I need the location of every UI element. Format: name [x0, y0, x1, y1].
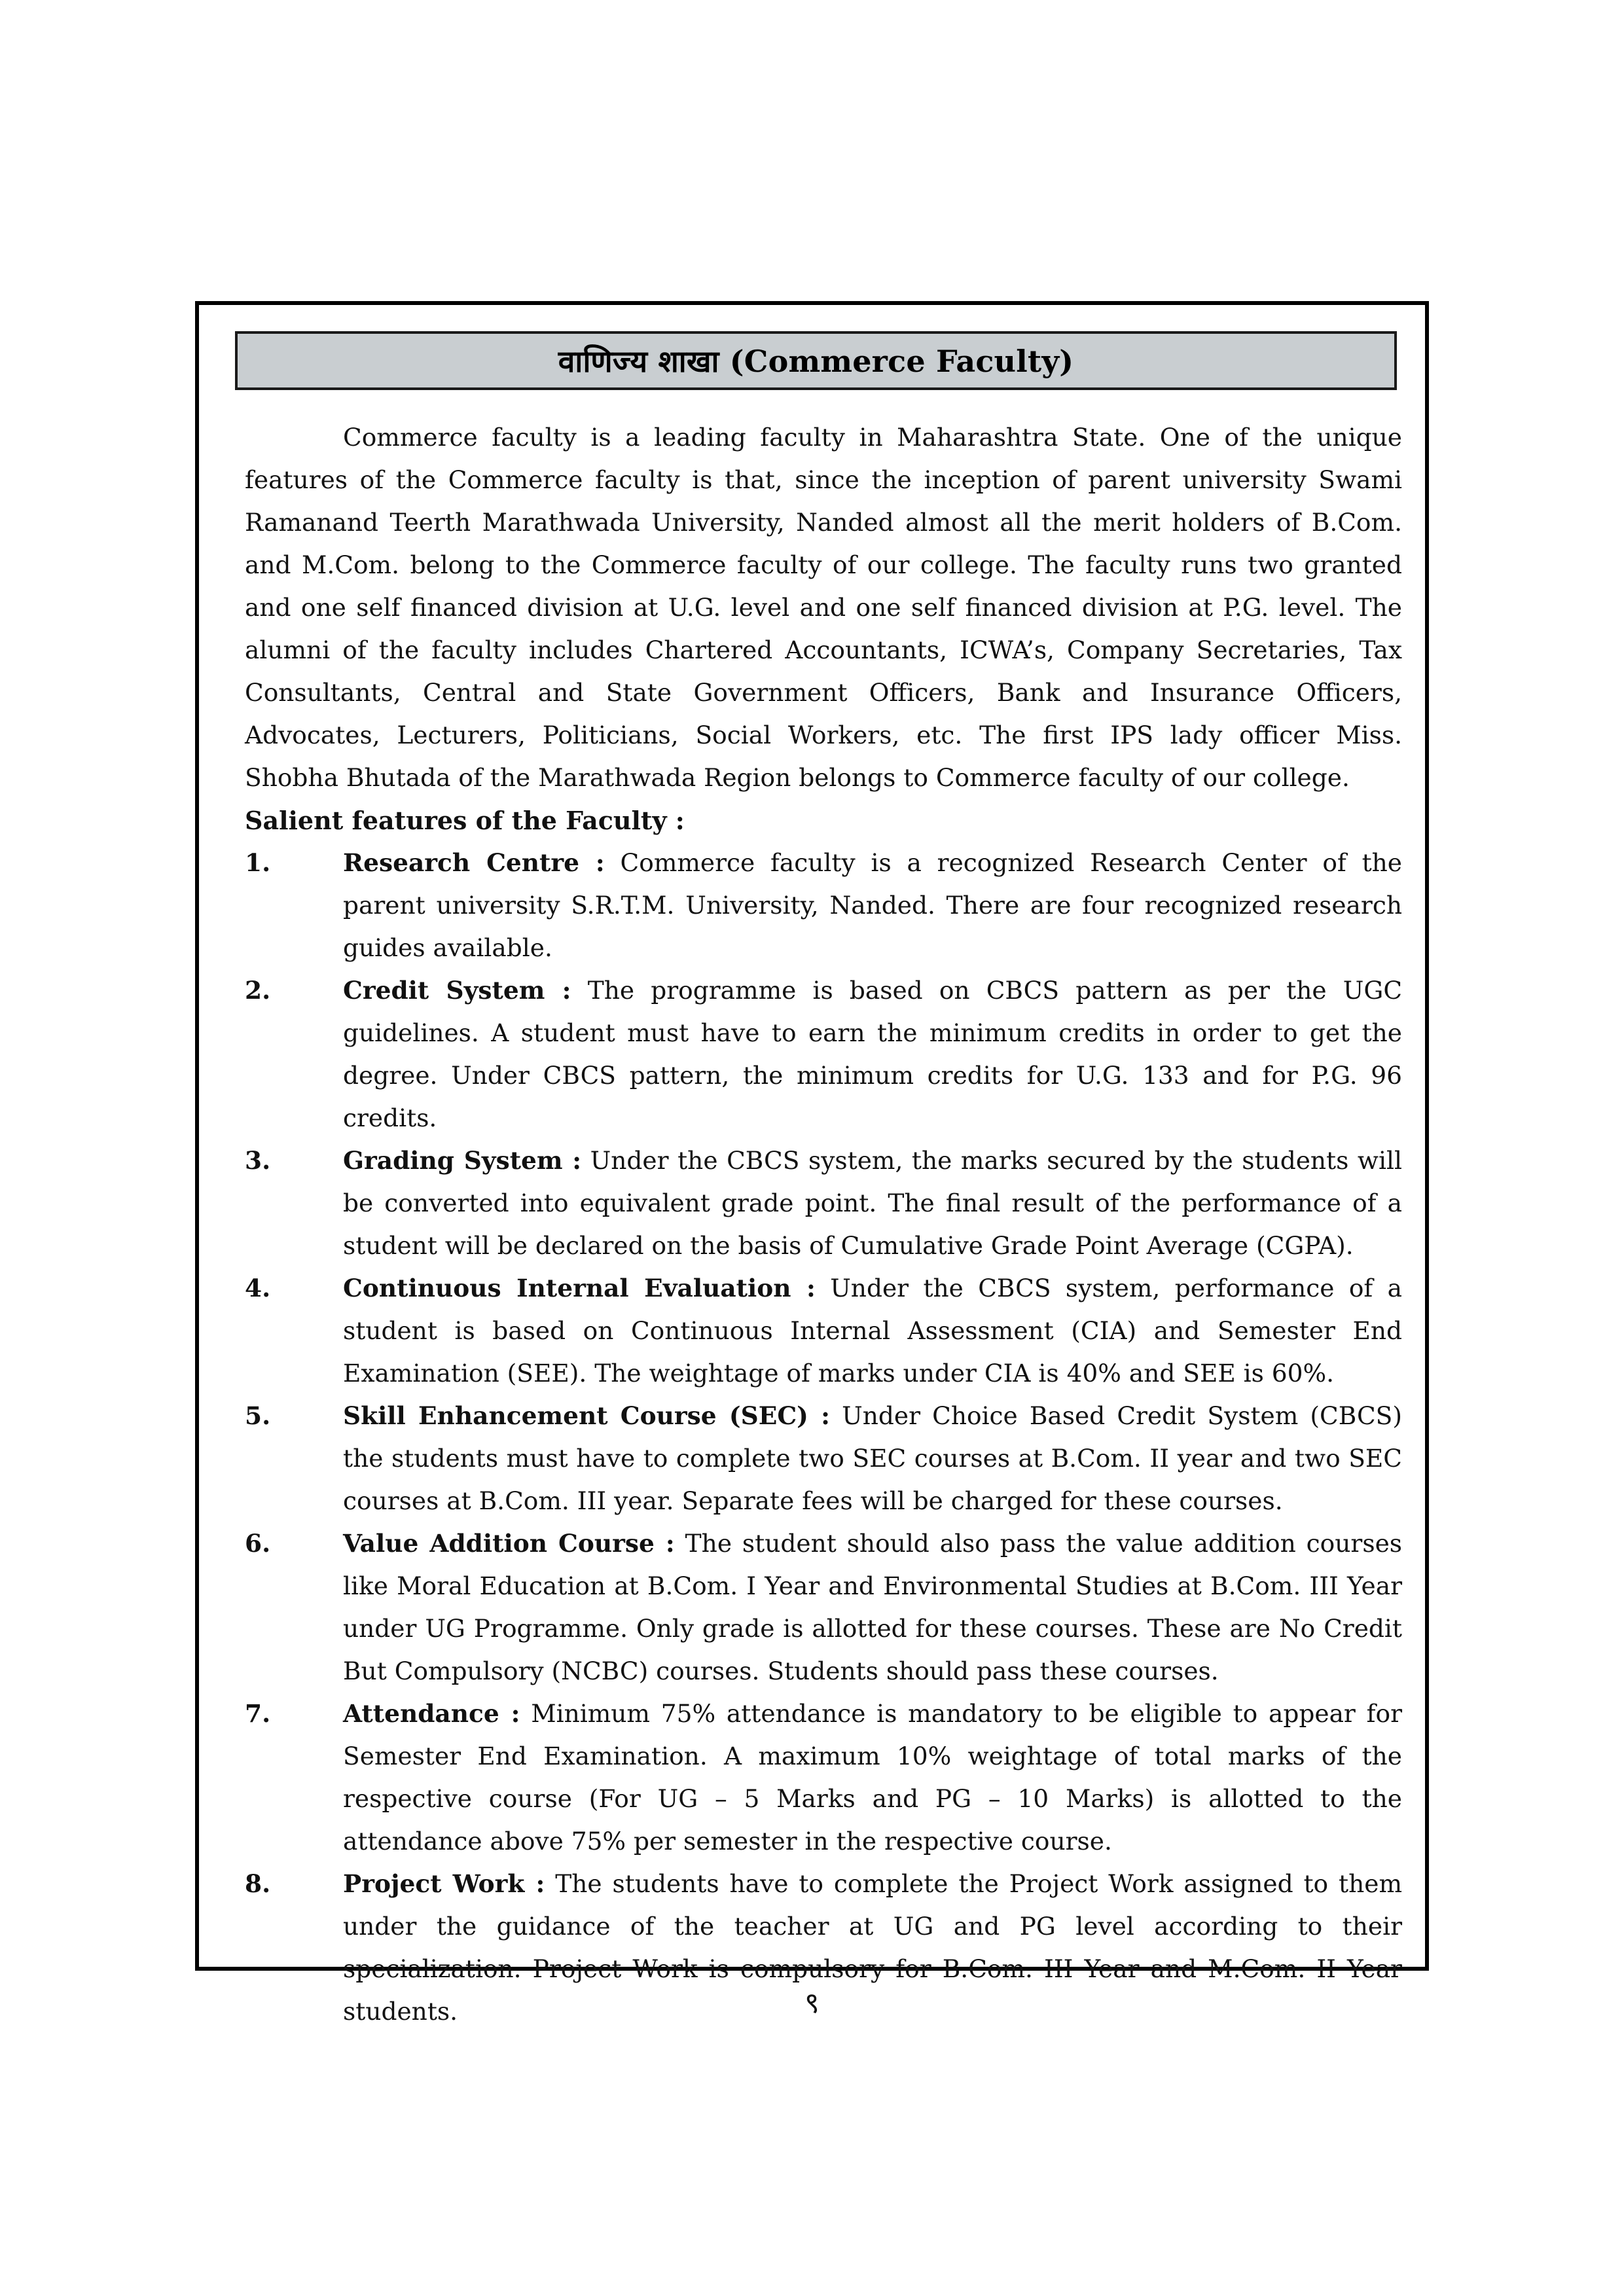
feature-body	[343, 1139, 1402, 1267]
feature-title: Research Centre :	[343, 848, 605, 877]
feature-number: 8.	[245, 1869, 271, 1898]
feature-body	[343, 1522, 1402, 1693]
feature-text: Commerce faculty is a recognized Research Center of the parent university S.R.T.M. University, Nanded. There are four recognized research guides available.	[343, 848, 1402, 962]
feature-item-attendance	[245, 1693, 1402, 1863]
feature-title: Attendance :	[343, 1699, 520, 1728]
page-title: वाणिज्य शाखा (Commerce Faculty)	[558, 344, 1074, 379]
feature-item-value-addition	[245, 1522, 1402, 1693]
salient-features-heading: Salient features of the Faculty :	[245, 806, 685, 835]
feature-title: Skill Enhancement Course (SEC) :	[343, 1401, 831, 1430]
intro-paragraph: Commerce faculty is a leading faculty in Maharashtra State. One of the unique features of the Commerce faculty is that, since the inception of parent university Swami Ramanand Teerth Marathwada University, Nanded almost all the merit holders of B.Com. and M.Com. belong to the Commerce faculty of our college. The faculty runs two granted and one self financed division at U.G. level and one self financed division at P.G. level. The alumni of the faculty includes Chartered Accountants, ICWA’s, Company Secretaries, Tax Consultants, Central and State Government Officers, Bank and Insurance Officers, Advocates, Lecturers, Politicians, Social Workers, etc. The first IPS lady officer Miss. Shobha Bhutada of the Marathwada Region belongs to Commerce faculty of our college.	[245, 423, 1402, 792]
feature-text: Under the CBCS system, the marks secured by the students will be converted into equivalent grade point. The final result of the performance of a student will be declared on the basis of Cumulative Grade Point Average (CGPA).	[343, 1146, 1403, 1260]
feature-number: 6.	[245, 1529, 271, 1558]
feature-item-research-centre	[245, 842, 1402, 969]
content-frame	[195, 301, 1429, 2026]
feature-body	[343, 1693, 1402, 1863]
feature-item-skill-enhancement	[245, 1395, 1402, 1522]
feature-item-grading-system	[245, 1139, 1402, 1267]
feature-title: Credit System :	[343, 976, 571, 1005]
feature-number: 7.	[245, 1699, 271, 1728]
feature-title: Grading System :	[343, 1146, 582, 1175]
feature-number: 2.	[245, 976, 271, 1005]
content-body	[245, 416, 1402, 2033]
feature-body	[343, 969, 1402, 1139]
feature-number: 1.	[245, 848, 271, 877]
page-number: ९	[804, 1986, 820, 2020]
feature-number: 3.	[245, 1146, 271, 1175]
feature-body	[343, 1267, 1402, 1395]
feature-number: 4.	[245, 1274, 271, 1302]
feature-body	[343, 842, 1402, 969]
feature-text: Under the CBCS system, performance of a student is based on Continuous Internal Assessment (CIA) and Semester End Examination (SEE). The weightage of marks under CIA is 40% and SEE is 60%.	[343, 1274, 1403, 1388]
feature-title: Continuous Internal Evaluation :	[343, 1274, 816, 1302]
feature-body	[343, 1395, 1402, 1522]
features-list	[245, 842, 1402, 2033]
feature-text: Minimum 75% attendance is mandatory to be eligible to appear for Semester End Examination. A maximum 10% weightage of total marks of the respective course (For UG – 5 Marks and PG – 10 Marks) is allotted to the attendance above 75% per semester in the respective course.	[343, 1699, 1403, 1856]
feature-text: The students have to complete the Project Work assigned to them under the guidance of the teacher at UG and PG level according to their specialization. Project Work is compulsory for B.Com. III Year and M.Com. II Year students.	[343, 1869, 1403, 2026]
feature-text: The student should also pass the value addition courses like Moral Education at B.Com. I Year and Environmental Studies at B.Com. III Year under UG Programme. Only grade is allotted for these courses. These are No Credit But Compulsory (NCBC) courses. Students should pass these courses.	[343, 1529, 1403, 1685]
feature-text: Under Choice Based Credit System (CBCS) the students must have to complete two SEC courses at B.Com. II year and two SEC courses at B.Com. III year. Separate fees will be charged for these courses.	[343, 1401, 1403, 1515]
feature-item-credit-system	[245, 969, 1402, 1139]
feature-text: The programme is based on CBCS pattern as per the UGC guidelines. A student must have to earn the minimum credits in order to get the degree. Under CBCS pattern, the minimum credits for U.G. 133 and for P.G. 96 credits.	[343, 976, 1403, 1132]
feature-title: Value Addition Course :	[343, 1529, 675, 1558]
feature-item-continuous-evaluation	[245, 1267, 1402, 1395]
title-banner	[235, 331, 1397, 390]
feature-number: 5.	[245, 1401, 271, 1430]
feature-title: Project Work :	[343, 1869, 545, 1898]
